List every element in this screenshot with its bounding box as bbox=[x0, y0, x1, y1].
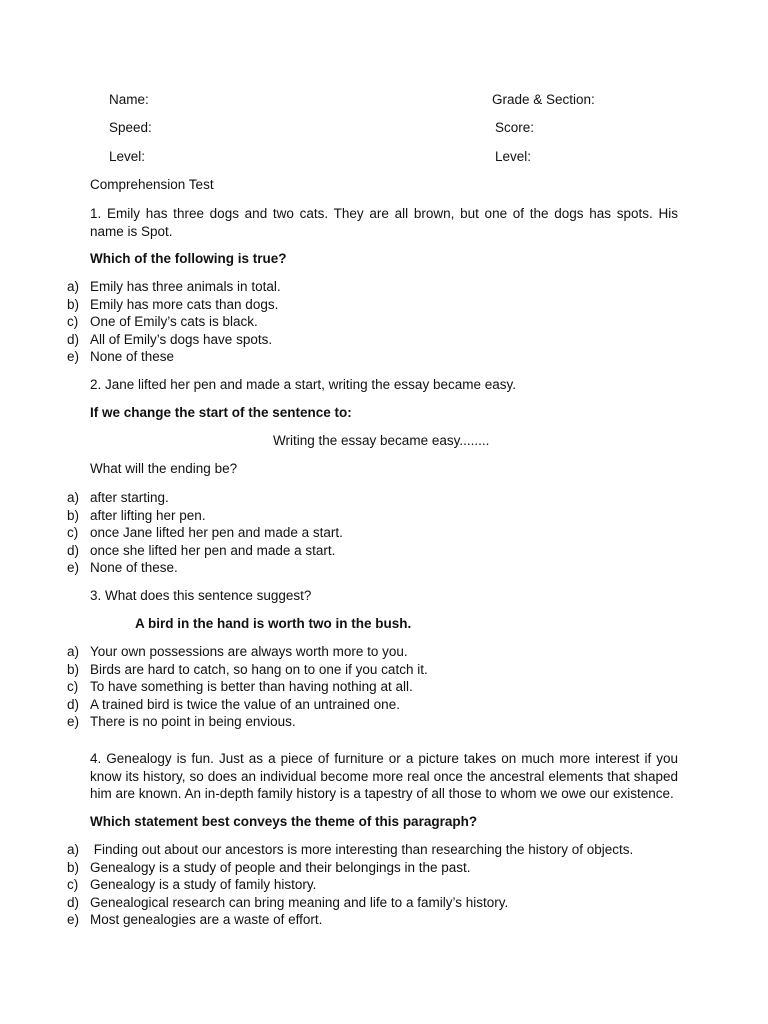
option-text: All of Emily’s dogs have spots. bbox=[90, 331, 273, 347]
question-1-options bbox=[67, 278, 707, 366]
option-2b bbox=[67, 507, 707, 525]
option-letter: e) bbox=[67, 912, 80, 928]
option-3b bbox=[67, 661, 707, 679]
question-3-options bbox=[67, 643, 707, 731]
option-letter: e) bbox=[67, 714, 80, 730]
option-2e bbox=[67, 559, 707, 577]
option-text: One of Emily’s cats is black. bbox=[90, 314, 258, 330]
option-4d bbox=[67, 894, 707, 912]
option-3e bbox=[67, 713, 707, 731]
option-1a bbox=[67, 278, 707, 296]
option-letter: c) bbox=[67, 314, 79, 330]
option-4b bbox=[67, 859, 707, 877]
option-text: There is no point in being envious. bbox=[90, 714, 296, 730]
option-text: Your own possessions are always worth more to you. bbox=[90, 644, 408, 659]
option-text: once she lifted her pen and made a start. bbox=[90, 542, 336, 558]
option-letter: b) bbox=[67, 507, 80, 523]
question-2-passage: 2. Jane lifted her pen and made a start, writing the essay became easy. bbox=[90, 377, 516, 392]
option-letter: c) bbox=[67, 525, 79, 541]
question-4-options bbox=[67, 841, 707, 929]
option-4e bbox=[67, 911, 707, 929]
level-label-left: Level: bbox=[109, 149, 146, 164]
option-text: once Jane lifted her pen and made a start. bbox=[90, 525, 343, 541]
option-letter: a) bbox=[67, 279, 80, 294]
question-3-proverb: A bird in the hand is worth two in the bush. bbox=[135, 616, 412, 631]
question-3-passage: 3. What does this sentence suggest? bbox=[90, 588, 312, 603]
name-label: Name: bbox=[109, 92, 149, 107]
option-text: after lifting her pen. bbox=[90, 507, 206, 523]
option-letter: d) bbox=[67, 696, 80, 712]
option-2c bbox=[67, 524, 707, 542]
option-1b bbox=[67, 296, 707, 314]
option-letter: b) bbox=[67, 661, 80, 677]
option-text: Emily has three animals in total. bbox=[90, 279, 281, 294]
question-2-options bbox=[67, 489, 707, 577]
option-letter: b) bbox=[67, 296, 80, 312]
option-1c bbox=[67, 313, 707, 331]
option-text: Birds are hard to catch, so hang on to one if you catch it. bbox=[90, 661, 428, 677]
option-text: To have something is better than having nothing at all. bbox=[90, 679, 413, 695]
option-text: Emily has more cats than dogs. bbox=[90, 296, 279, 312]
option-3a bbox=[67, 643, 707, 661]
option-letter: e) bbox=[67, 560, 80, 576]
question-4-prompt: Which statement best conveys the theme of this paragraph? bbox=[90, 814, 478, 829]
option-letter: e) bbox=[67, 349, 80, 365]
option-text: None of these bbox=[90, 349, 175, 365]
question-2-centered-sentence: Writing the essay became easy........ bbox=[273, 433, 490, 448]
question-2-followup: What will the ending be? bbox=[90, 461, 238, 476]
option-2a bbox=[67, 489, 707, 507]
option-letter: a) bbox=[67, 644, 80, 659]
option-text: Genealogy is a study of family history. bbox=[90, 877, 317, 893]
score-label: Score: bbox=[495, 120, 535, 135]
option-text: None of these. bbox=[90, 560, 178, 576]
speed-label: Speed: bbox=[109, 120, 152, 135]
test-title: Comprehension Test bbox=[90, 177, 214, 192]
level-label-right: Level: bbox=[495, 149, 532, 164]
option-1e bbox=[67, 348, 707, 366]
option-letter: d) bbox=[67, 331, 80, 347]
question-1-prompt: Which of the following is true? bbox=[90, 251, 287, 266]
option-letter: d) bbox=[67, 894, 80, 910]
option-text: A trained bird is twice the value of an untrained one. bbox=[90, 696, 400, 712]
option-text: Genealogical research can bring meaning and life to a family’s history. bbox=[90, 894, 509, 910]
option-4c bbox=[67, 876, 707, 894]
option-letter: d) bbox=[67, 542, 80, 558]
option-3d bbox=[67, 696, 707, 714]
option-2d bbox=[67, 542, 707, 560]
option-3c bbox=[67, 678, 707, 696]
option-text: Finding out about our ancestors is more interesting than researching the history of objects. bbox=[90, 842, 634, 857]
option-letter: b) bbox=[67, 859, 80, 875]
option-1d bbox=[67, 331, 707, 349]
option-letter: a) bbox=[67, 490, 80, 505]
option-text: Genealogy is a study of people and their belongings in the past. bbox=[90, 859, 471, 875]
question-2-prompt: If we change the start of the sentence to: bbox=[90, 405, 352, 420]
option-letter: c) bbox=[67, 679, 79, 695]
option-4a bbox=[67, 841, 707, 859]
option-letter: c) bbox=[67, 877, 79, 893]
grade-section-label: Grade & Section: bbox=[492, 92, 595, 107]
option-text: Most genealogies are a waste of effort. bbox=[90, 912, 323, 928]
option-text: after starting. bbox=[90, 490, 169, 505]
question-4-passage: 4. Genealogy is fun. Just as a piece of furniture or a picture takes on much more interest if you know its history, so does an individual become more real once the ancestral elements that shaped him are known. An in-depth family history is a tapestry of all those to whom we owe our existence. bbox=[90, 751, 678, 801]
option-letter: a) bbox=[67, 842, 80, 857]
question-1-passage: 1. Emily has three dogs and two cats. They are all brown, but one of the dogs has spots. His name is Spot. bbox=[90, 206, 678, 239]
